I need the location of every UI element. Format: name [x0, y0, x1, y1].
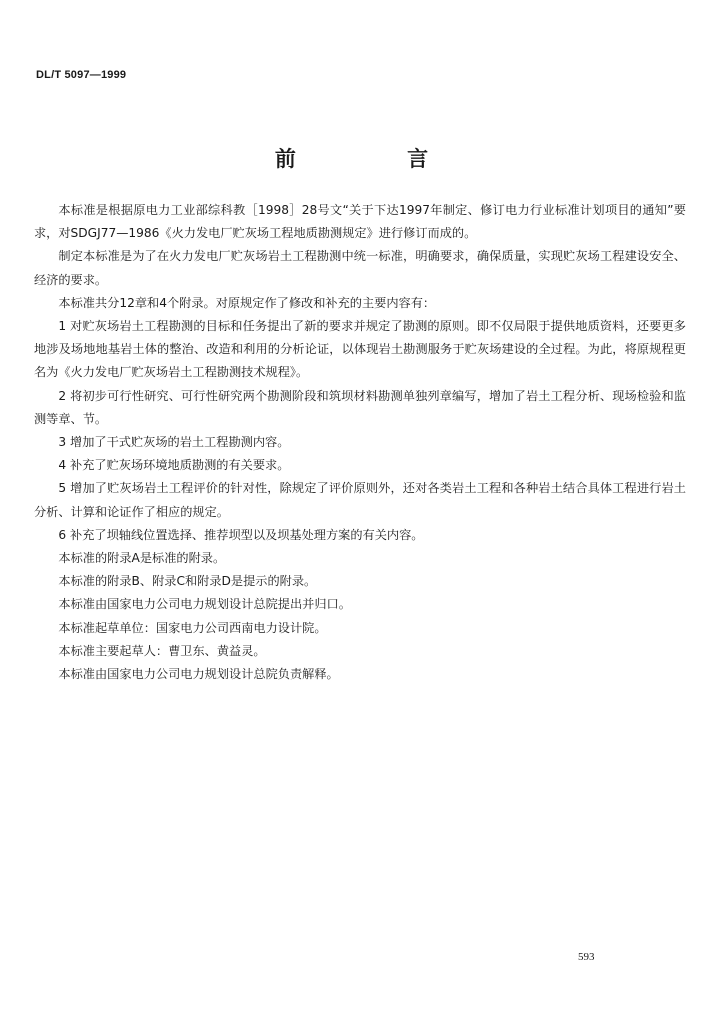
paragraph-purpose: 制定本标准是为了在火力发电厂贮灰场岩土工程勘测中统一标准，明确要求，确保质量，实现贮灰场工程建设安全、经济的要求。: [34, 249, 686, 287]
paragraph-interpretation: 本标准由国家电力公司电力规划设计总院负责解释。: [58, 667, 339, 682]
paragraph-appendix-bcd: 本标准的附录B、附录C和附录D是提示的附录。: [58, 574, 317, 589]
page-number: 593: [578, 951, 595, 963]
paragraph-appendix-a: 本标准的附录A是标准的附录。: [58, 551, 226, 566]
page-title: 前 言: [274, 147, 481, 171]
paragraph-proposer: 本标准由国家电力公司电力规划设计总院提出并归口。: [58, 597, 351, 612]
paragraph-change-6: 6 补充了坝轴线位置选择、推荐坝型以及坝基处理方案的有关内容。: [58, 527, 424, 542]
paragraph-change-2: 2 将初步可行性研究、可行性研究两个勘测阶段和筑坝材料勘测单独列章编写，增加了岩土工程分析、现场检验和监测等章、节。: [34, 388, 686, 426]
paragraph-structure: 本标准共分12章和4个附录。对原规定作了修改和补充的主要内容有：: [58, 295, 436, 310]
standard-code: DL/T 5097—1999: [36, 69, 127, 81]
paragraph-change-1: 1 对贮灰场岩土工程勘测的目标和任务提出了新的要求并规定了勘测的原则。即不仅局限于提供地质资料，还要更多地涉及场地地基岩土体的整治、改造和利用的分析论证，以体现岩土勘测服务于贮灰场建设的全过程。为此，将原规程更名为《火力发电厂贮灰场岩土工程勘测技术规程》。: [34, 319, 686, 380]
paragraph-change-4: 4 补充了贮灰场环境地质勘测的有关要求。: [58, 458, 290, 473]
paragraph-change-3: 3 增加了干式贮灰场的岩土工程勘测内容。: [58, 435, 290, 450]
paragraph-origin: 本标准是根据原电力工业部综科教［1998］28号文“关于下达1997年制定、修订电力行业标准计划项目的通知”要求，对SDGJ77—1986《火力发电厂贮灰场工程地质勘测规定》进行修订而成的。: [34, 203, 686, 241]
paragraph-drafting-unit: 本标准起草单位：国家电力公司西南电力设计院。: [58, 620, 327, 635]
foreword-body: [34, 199, 686, 686]
paragraph-change-5: 5 增加了贮灰场岩土工程评价的针对性，除规定了评价原则外，还对各类岩土工程和各种岩土结合具体工程进行岩土分析、计算和论证作了相应的规定。: [34, 481, 686, 519]
paragraph-drafters: 本标准主要起草人：曹卫东、黄益灵。: [58, 643, 266, 658]
